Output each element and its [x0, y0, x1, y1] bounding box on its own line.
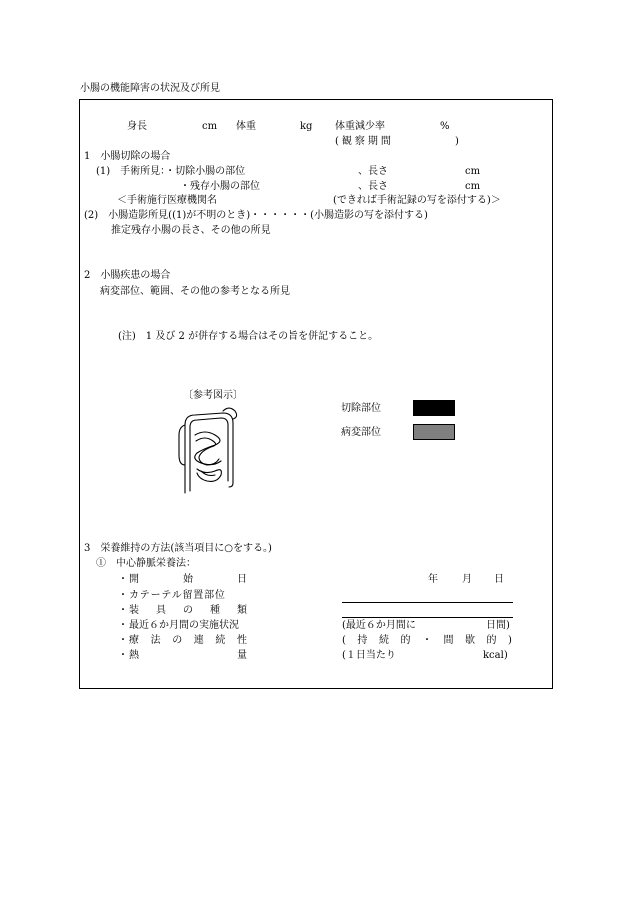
continuity-options: ( 持 続 的 ・ 間 歇 的 )	[342, 635, 512, 646]
resected-length-unit: cm	[465, 166, 481, 177]
device-type-line	[342, 617, 513, 618]
item-prefix: ・	[118, 620, 128, 631]
item-prefix: ・	[118, 650, 128, 661]
height-label: 身長	[127, 121, 147, 132]
item-calories: 熱 量	[129, 650, 247, 661]
small-intestine-icon	[171, 405, 243, 497]
item-device-type: 装 具 の 種 類	[129, 605, 247, 616]
item-catheter-site: カテーテル留置部位	[129, 590, 226, 601]
weight-loss-label: 体重減少率	[335, 121, 385, 132]
date-day: 日	[494, 574, 504, 585]
remaining-length-unit: cm	[465, 181, 481, 192]
legend-swatch-lesion	[413, 424, 455, 440]
calorie-close: kcal)	[483, 650, 508, 661]
remaining-label: ・残存小腸の部位	[180, 181, 260, 192]
hospital-label: ＜手術施行医療機関名	[117, 195, 217, 206]
imaging-line: (2) 小腸造影所見((1)が不明のとき)・・・・・・(小腸造影の写を添付する)	[84, 210, 428, 221]
date-month: 月	[462, 574, 472, 585]
resected-length-label: 、長さ	[358, 166, 388, 177]
weight-loss-unit: %	[440, 121, 450, 132]
height-unit: cm	[202, 121, 218, 132]
item-recent-status: 最近６か月間の実施状況	[129, 620, 239, 631]
legend-label-resected: 切除部位	[341, 403, 381, 414]
item-continuity: 療 法 の 連 続 性	[129, 635, 247, 646]
recent-open: (最近６か月間に	[342, 620, 416, 631]
section1-heading: 1 小腸切除の場合	[84, 151, 171, 162]
legend-swatch-resected	[413, 400, 455, 416]
catheter-site-line	[342, 602, 513, 603]
section3-subheading: ① 中心静脈栄養法：	[96, 558, 196, 569]
recent-close: 日間)	[486, 620, 510, 631]
item-prefix: ・	[118, 574, 128, 585]
surgery-findings-label: (1) 手術所見：・切除小腸の部位	[96, 166, 246, 177]
weight-label: 体重	[236, 121, 256, 132]
section3-heading: 3 栄養維持の方法(該当項目に○をする。)	[84, 543, 272, 554]
reference-label: 〔参考図示〕	[183, 390, 243, 401]
estimated-line: 推定残存小腸の長さ、その他の所見	[111, 225, 271, 236]
observation-period-close: )	[455, 136, 459, 147]
item-prefix: ・	[118, 635, 128, 646]
calorie-open: (１日当たり	[342, 650, 396, 661]
remaining-length-label: 、長さ	[358, 181, 388, 192]
hospital-note: (できれば手術記録の写を添付する)＞	[333, 195, 501, 206]
section2-heading: 2 小腸疾患の場合	[84, 270, 171, 281]
legend-label-lesion: 病変部位	[341, 427, 381, 438]
item-start-date: 開 始 日	[129, 574, 247, 585]
observation-period-label: (観察期間	[335, 136, 394, 147]
page-title: 小腸の機能障害の状況及び所見	[80, 83, 220, 94]
section2-detail: 病変部位、範囲、その他の参考となる所見	[100, 286, 290, 297]
item-prefix: ・	[118, 590, 128, 601]
weight-unit: kg	[300, 121, 313, 132]
date-year: 年	[428, 574, 438, 585]
item-prefix: ・	[118, 605, 128, 616]
note: (注) 1 及び 2 が併存する場合はその旨を併記すること。	[118, 331, 379, 342]
